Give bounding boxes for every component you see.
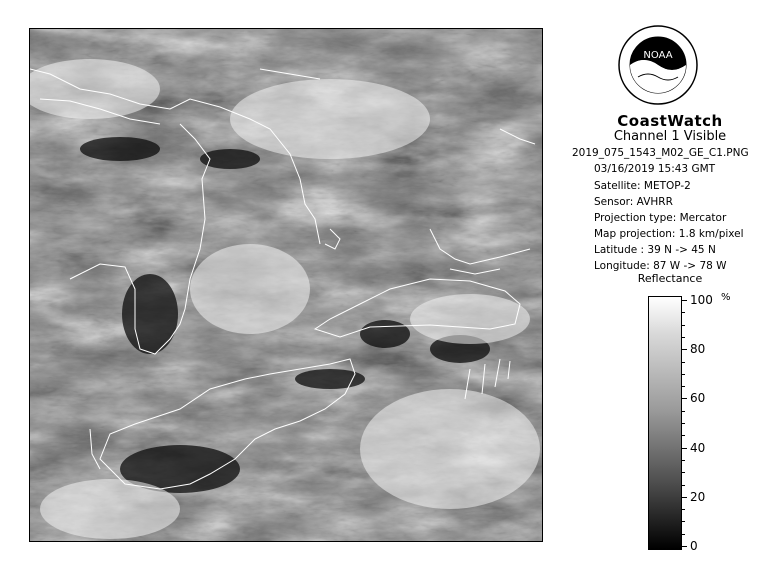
filename-label: 2019_075_1543_M02_GE_C1.PNG xyxy=(572,147,749,159)
colorbar-minor-tick xyxy=(682,423,685,424)
colorbar-minor-tick xyxy=(682,485,685,486)
noaa-logo-text: NOAA xyxy=(643,50,673,61)
satellite-label: Satellite: METOP-2 xyxy=(594,180,691,192)
map-projection-label: Map projection: 1.8 km/pixel xyxy=(594,228,744,240)
colorbar-tick-label: 100 xyxy=(690,293,713,307)
colorbar-tick-label: 40 xyxy=(690,440,706,455)
colorbar-minor-tick xyxy=(682,411,685,412)
colorbar-minor-tick xyxy=(682,509,685,510)
colorbar-minor-tick xyxy=(682,362,685,363)
noaa-logo xyxy=(618,25,698,105)
sensor-label: Sensor: AVHRR xyxy=(594,196,673,208)
colorbar-tick xyxy=(682,300,687,301)
colorbar-tick xyxy=(682,448,687,449)
colorbar-unit: % xyxy=(721,292,731,303)
colorbar-minor-tick xyxy=(682,374,685,375)
colorbar-tick xyxy=(682,546,687,547)
projection-type-label: Projection type: Mercator xyxy=(594,212,727,224)
reflectance-colorbar xyxy=(648,296,682,550)
colorbar-tick xyxy=(682,349,687,350)
colorbar-minor-tick xyxy=(682,472,685,473)
colorbar-tick-label: 80 xyxy=(690,342,706,357)
noaa-logo-icon xyxy=(618,25,698,105)
colorbar-title: Reflectance xyxy=(637,272,703,285)
colorbar-minor-tick xyxy=(682,534,685,535)
latitude-label: Latitude : 39 N -> 45 N xyxy=(594,244,716,256)
colorbar-tick-label: 0 xyxy=(690,539,698,553)
colorbar-minor-tick xyxy=(682,521,685,522)
colorbar-tick-label: 20 xyxy=(690,489,706,504)
colorbar-tick-label: 60 xyxy=(690,391,706,406)
colorbar-tick xyxy=(682,398,687,399)
longitude-label: Longitude: 87 W -> 78 W xyxy=(594,260,727,272)
app-title: CoastWatch xyxy=(617,112,723,130)
colorbar-minor-tick xyxy=(682,337,685,338)
colorbar-minor-tick xyxy=(682,386,685,387)
colorbar-minor-tick xyxy=(682,325,685,326)
colorbar-tick xyxy=(682,497,687,498)
datetime-label: 03/16/2019 15:43 GMT xyxy=(594,163,716,175)
colorbar-minor-tick xyxy=(682,312,685,313)
satellite-image-svg xyxy=(30,29,542,541)
colorbar-minor-tick xyxy=(682,435,685,436)
channel-subtitle: Channel 1 Visible xyxy=(613,129,727,144)
satellite-image xyxy=(30,29,542,541)
colorbar-minor-tick xyxy=(682,460,685,461)
